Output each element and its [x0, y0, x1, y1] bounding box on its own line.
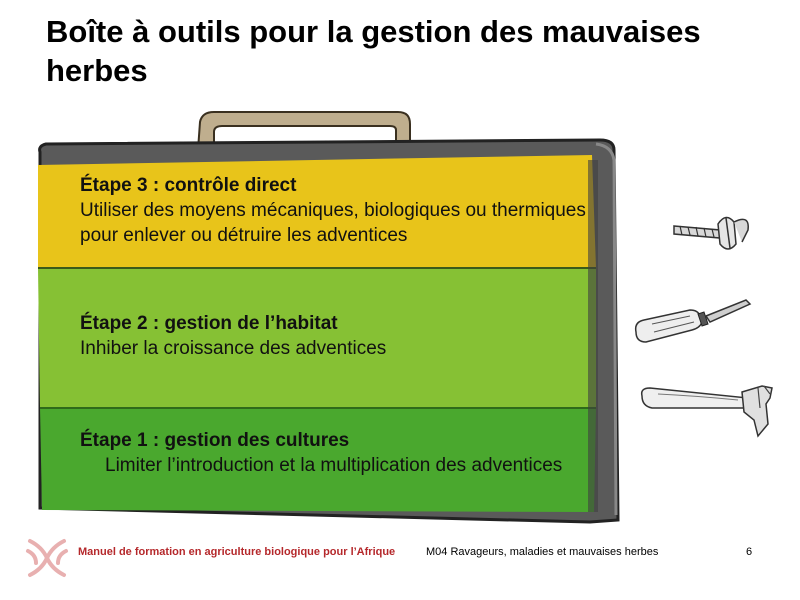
footer-module: M04 Ravageurs, maladies et mauvaises herbes	[426, 546, 659, 558]
step-2-heading: Étape 2 : gestion de l’habitat	[80, 313, 338, 334]
screw-icon	[670, 208, 754, 256]
step-3-description: Utiliser des moyens mécaniques, biologiques ou thermiques pour enlever ou détruire les adventices	[80, 200, 586, 246]
step-1-block	[80, 428, 600, 478]
screwdriver-icon	[632, 292, 754, 348]
step-1-description: Limiter l’introduction et la multiplication des adventices	[105, 455, 563, 476]
step-1-heading: Étape 1 : gestion des cultures	[80, 430, 350, 451]
step-3-heading: Étape 3 : contrôle direct	[80, 175, 297, 196]
hammer-icon	[638, 378, 780, 442]
step-3-block	[80, 173, 600, 248]
logo-icon	[22, 533, 72, 583]
footer-manual-title: Manuel de formation en agriculture biologique pour l’Afrique	[78, 546, 396, 558]
step-2-description: Inhiber la croissance des adventices	[80, 338, 387, 359]
step-2-block	[80, 311, 600, 361]
slide-title: Boîte à outils pour la gestion des mauvaises herbes	[46, 14, 701, 88]
page-number: 6	[746, 546, 753, 558]
